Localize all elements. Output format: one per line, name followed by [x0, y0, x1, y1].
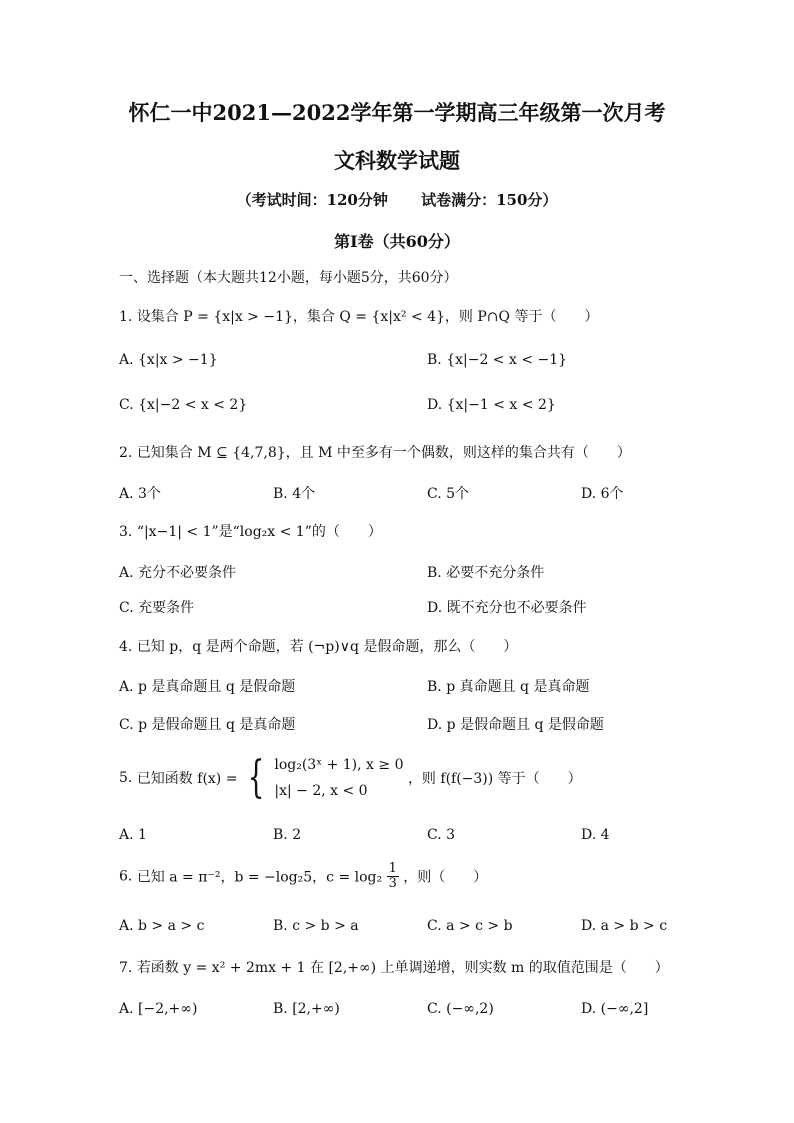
exam-title: 怀仁一中2021—2022学年第一学期高三年级第一次月考	[128, 100, 666, 125]
q1-option-b: B. {x|−2 < x < −1}	[427, 352, 568, 368]
q3-option-d: D. 既不充分也不必要条件	[427, 600, 587, 616]
question-text-suffix: ，则（ ）	[403, 869, 488, 886]
q1-option-a: A. {x|x > −1}	[119, 352, 218, 368]
question-text-suffix: ，则 f(f(−3)) 等于（ ）	[407, 771, 582, 787]
q3-option-c: C. 充要条件	[119, 600, 195, 616]
q5-option-b: B. 2	[273, 827, 302, 843]
q2-option-d: D. 6个	[581, 486, 624, 502]
question-text-prefix: 已知函数 f(x) =	[136, 771, 238, 787]
question-number: 2.	[119, 445, 133, 461]
question-number: 4.	[119, 639, 133, 655]
question-number: 1.	[119, 309, 133, 325]
exam-info	[0, 189, 794, 210]
fraction	[387, 862, 399, 891]
question-6	[119, 862, 487, 891]
q7-option-a: A. [−2,+∞)	[119, 1001, 198, 1017]
left-brace: {	[247, 752, 265, 803]
q4-option-b: B. p 真命题且 q 是真命题	[427, 679, 590, 695]
q7-option-d: D. (−∞,2]	[581, 1001, 649, 1017]
question-text: 若函数 y = x² + 2mx + 1 在 [2,+∞) 上单调递增，则实数 m 的取值范围是（ ）	[136, 960, 669, 976]
exam-time: （考试时间：120分钟	[236, 191, 388, 209]
q5-option-a: A. 1	[119, 827, 147, 843]
q1-option-c: C. {x|−2 < x < 2}	[119, 397, 248, 413]
q5-option-c: C. 3	[427, 827, 456, 843]
question-4	[119, 636, 517, 656]
q4-option-c: C. p 是假命题且 q 是真命题	[119, 717, 296, 733]
question-number: 5.	[119, 770, 133, 786]
question-5	[119, 752, 582, 804]
exam-subtitle: 文科数学试题	[334, 148, 460, 173]
q6-option-c: C. a > c > b	[427, 918, 513, 934]
q6-option-b: B. c > b > a	[273, 918, 359, 934]
case-1: log₂(3ˣ + 1), x ≥ 0	[274, 757, 404, 773]
section-heading: 一、选择题（本大题共12小题，每小题5分，共60分）	[119, 270, 458, 286]
q6-option-d: D. a > b > c	[581, 918, 668, 934]
q4-option-a: A. p 是真命题且 q 是假命题	[119, 679, 296, 695]
q3-option-a: A. 充分不必要条件	[119, 565, 237, 581]
fraction-denominator: 3	[388, 876, 397, 891]
q1-option-d: D. {x|−1 < x < 2}	[427, 397, 556, 413]
question-number: 3.	[119, 524, 133, 540]
q5-option-d: D. 4	[581, 827, 610, 843]
question-text: “|x−1| < 1”是“log₂x < 1”的（ ）	[136, 524, 382, 540]
fraction-numerator: 1	[388, 861, 397, 876]
case-2: |x| − 2, x < 0	[274, 783, 368, 799]
question-text: 已知 p，q 是两个命题，若 (¬p)∨q 是假命题，那么（ ）	[136, 639, 518, 655]
piecewise-cases	[274, 752, 403, 804]
q2-option-b: B. 4个	[273, 486, 316, 502]
question-text: 已知集合 M ⊆ {4,7,8}，且 M 中至多有一个偶数，则这样的集合共有（ ）	[136, 445, 631, 461]
q6-option-a: A. b > a > c	[119, 918, 205, 934]
question-text: 设集合 P = {x|x > −1}，集合 Q = {x|x² < 4}，则 P∩Q 等于（ ）	[136, 309, 599, 325]
q7-option-c: C. (−∞,2)	[427, 1001, 494, 1017]
q4-option-d: D. p 是假命题且 q 是假命题	[427, 717, 604, 733]
question-3	[119, 521, 382, 541]
question-7	[119, 957, 669, 977]
volume-heading: 第Ⅰ卷（共60分）	[334, 232, 460, 251]
question-number: 7.	[119, 960, 133, 976]
q2-option-c: C. 5个	[427, 486, 470, 502]
exam-score: 试卷满分：150分）	[421, 191, 558, 209]
question-2	[119, 442, 631, 462]
question-number: 6.	[119, 868, 133, 885]
q7-option-b: B. [2,+∞)	[273, 1001, 340, 1017]
question-text-prefix: 已知 a = π⁻²，b = −log₂5，c = log₂	[136, 869, 383, 886]
question-1	[119, 306, 598, 326]
q2-option-a: A. 3个	[119, 486, 161, 502]
q3-option-b: B. 必要不充分条件	[427, 565, 545, 581]
